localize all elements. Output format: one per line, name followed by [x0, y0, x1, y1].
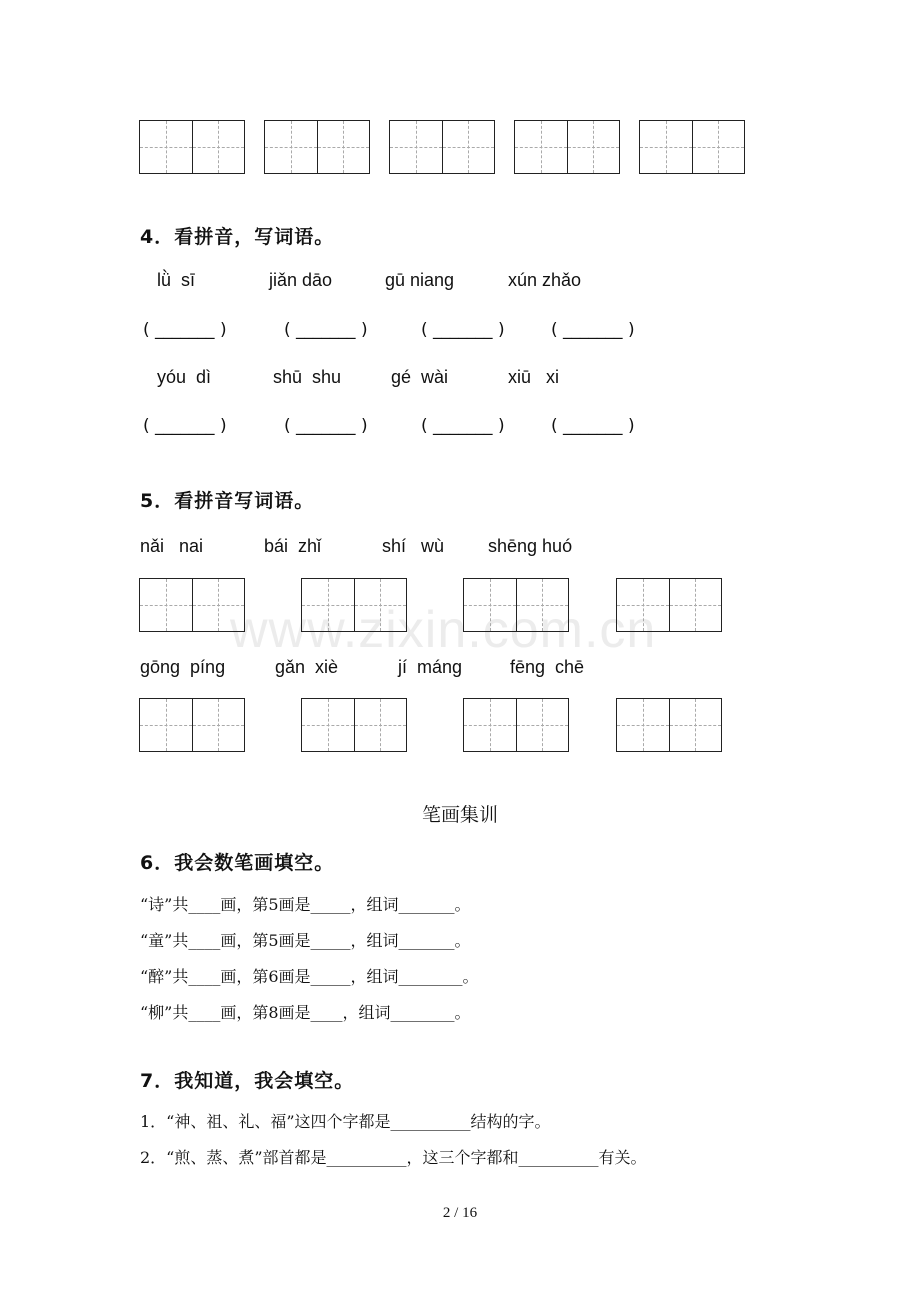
answer-blank[interactable]: ( _______ )	[551, 416, 635, 436]
answer-blank[interactable]: ( _______ )	[421, 320, 505, 340]
pinyin: gū niang	[385, 270, 455, 290]
stroke-question: “诗”共____画，第5画是_____，组词_______。	[140, 895, 471, 914]
fill-question: 2．“煎、蒸、煮”部首都是__________，这三个字都和__________有关。	[140, 1148, 647, 1167]
section-7-title: 7．我知道，我会填空。	[140, 1070, 355, 1092]
answer-blank[interactable]: ( _______ )	[421, 416, 505, 436]
pinyin: xiū xi	[508, 367, 560, 387]
section-4-title: 4．看拼音，写词语。	[140, 226, 335, 248]
writing-grid[interactable]	[616, 698, 722, 752]
stroke-practice-title: 笔画集训	[421, 804, 498, 826]
writing-grid[interactable]	[514, 120, 620, 174]
pinyin: fēng chē	[510, 657, 585, 677]
section-5-title: 5．看拼音写词语。	[140, 490, 315, 512]
writing-grid[interactable]	[463, 698, 569, 752]
pinyin: xún zhǎo	[508, 270, 582, 290]
pinyin: shū shu	[273, 367, 342, 387]
stroke-question: “醉”共____画，第6画是_____，组词________。	[140, 967, 479, 986]
section-6-title: 6．我会数笔画填空。	[140, 852, 335, 874]
writing-grid[interactable]	[463, 578, 569, 632]
pinyin: jiǎn dāo	[269, 270, 333, 290]
writing-grid[interactable]	[301, 698, 407, 752]
answer-blank[interactable]: ( _______ )	[143, 320, 227, 340]
writing-grid[interactable]	[139, 578, 245, 632]
answer-blank[interactable]: ( _______ )	[551, 320, 635, 340]
writing-grid[interactable]	[139, 698, 245, 752]
answer-blank[interactable]: ( _______ )	[284, 320, 368, 340]
stroke-question: “柳”共____画，第8画是____，组词________。	[140, 1003, 471, 1022]
writing-grid[interactable]	[139, 120, 245, 174]
writing-grid[interactable]	[389, 120, 495, 174]
writing-grid[interactable]	[301, 578, 407, 632]
pinyin: bái zhǐ	[264, 536, 322, 556]
writing-grid[interactable]	[264, 120, 370, 174]
writing-grid[interactable]	[616, 578, 722, 632]
page-number: 2 / 16	[442, 1205, 478, 1221]
pinyin: gé wài	[391, 367, 449, 387]
pinyin: yóu dì	[157, 367, 212, 387]
pinyin: gōng píng	[140, 657, 226, 677]
pinyin: lǜ sī	[157, 270, 196, 290]
watermark: www.zixin.com.cn	[230, 601, 657, 659]
answer-blank[interactable]: ( _______ )	[143, 416, 227, 436]
pinyin: gǎn xiè	[275, 657, 339, 677]
pinyin: shēng huó	[488, 536, 573, 556]
pinyin: jí máng	[398, 657, 463, 677]
stroke-question: “童”共____画，第5画是_____，组词_______。	[140, 931, 471, 950]
pinyin: nǎi nai	[140, 536, 204, 556]
answer-blank[interactable]: ( _______ )	[284, 416, 368, 436]
pinyin: shí wù	[382, 536, 445, 556]
writing-grid[interactable]	[639, 120, 745, 174]
fill-question: 1．“神、祖、礼、福”这四个字都是__________结构的字。	[140, 1112, 551, 1131]
